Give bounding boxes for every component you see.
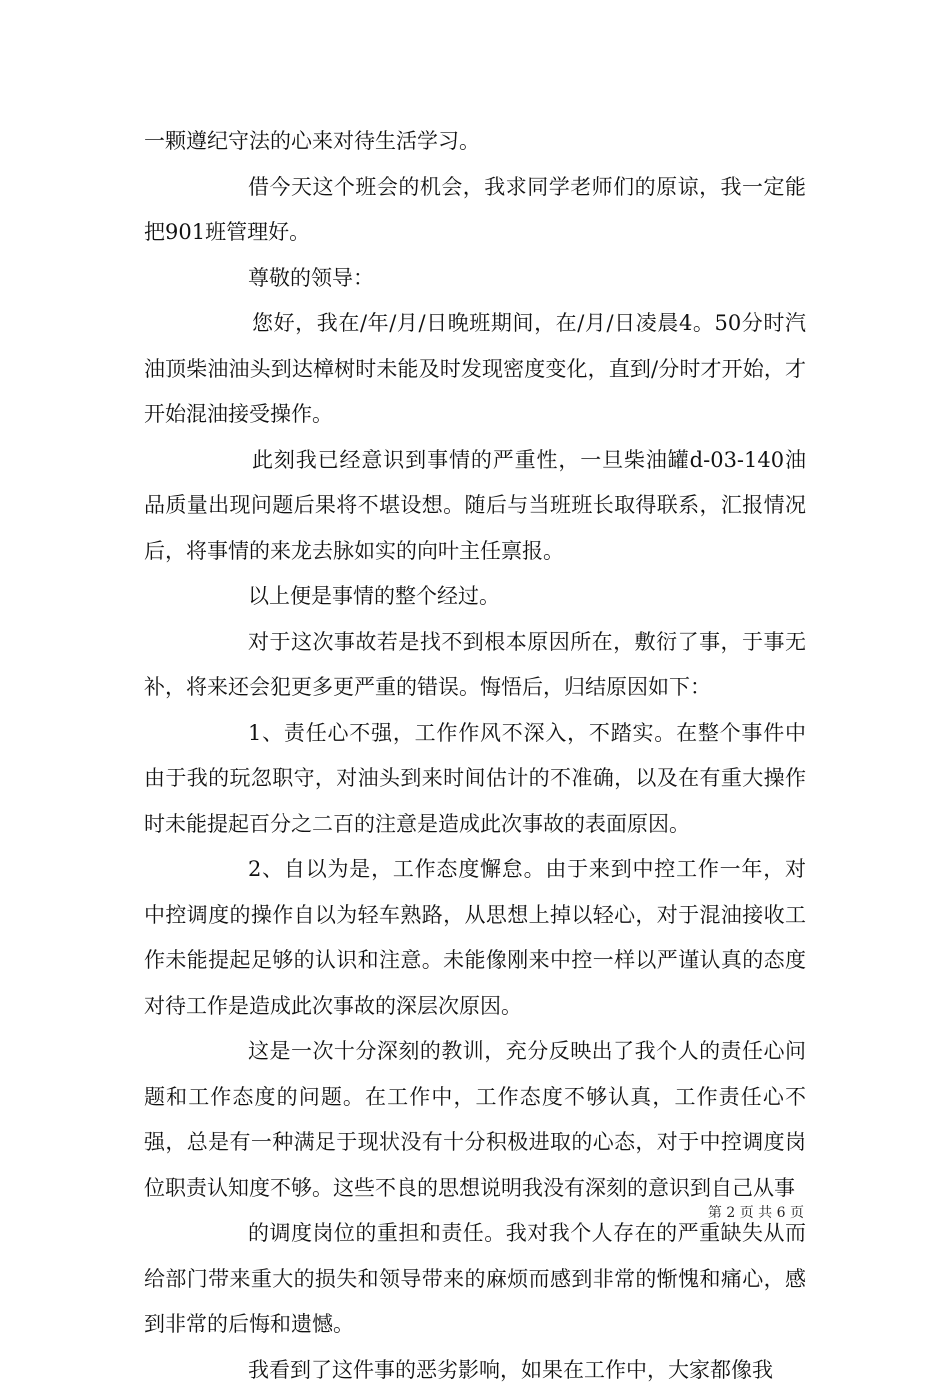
paragraph: 我看到了这件事的恶劣影响，如果在工作中，大家都像我 <box>144 1348 806 1393</box>
document-body <box>144 119 806 1393</box>
paragraph: 的调度岗位的重担和责任。我对我个人存在的严重缺失从而给部门带来重大的损失和领导带来的麻烦而感到非常的惭愧和痛心，感到非常的后悔和遗憾。 <box>144 1211 806 1348</box>
page-number-footer: 第 2 页 共 6 页 <box>708 1202 804 1222</box>
paragraph: 以上便是事情的整个经过。 <box>144 574 806 620</box>
salutation: 尊敬的领导： <box>144 256 806 302</box>
paragraph: 一颗遵纪守法的心来对待生活学习。 <box>144 119 806 165</box>
paragraph: 这是一次十分深刻的教训，充分反映出了我个人的责任心问题和工作态度的问题。在工作中，工作态度不够认真，工作责任心不强，总是有一种满足于现状没有十分积极进取的心态，对于中控调度岗位职责认知度不够。这些不良的思想说明我没有深刻的意识到自己从事 <box>144 1029 806 1211</box>
list-item: 2、自以为是，工作态度懈怠。由于来到中控工作一年，对中控调度的操作自以为轻车熟路，从思想上掉以轻心，对于混油接收工作未能提起足够的认识和注意。未能像刚来中控一样以严谨认真的态度对待工作是造成此次事故的深层次原因。 <box>144 847 806 1029</box>
paragraph: 借今天这个班会的机会，我求同学老师们的原谅，我一定能把901班管理好。 <box>144 165 806 256</box>
list-item: 1、责任心不强，工作作风不深入，不踏实。在整个事件中由于我的玩忽职守，对油头到来时间估计的不准确，以及在有重大操作时未能提起百分之二百的注意是造成此次事故的表面原因。 <box>144 711 806 848</box>
paragraph: 此刻我已经意识到事情的严重性，一旦柴油罐d-03-140油品质量出现问题后果将不堪设想。随后与当班班长取得联系，汇报情况后，将事情的来龙去脉如实的向叶主任禀报。 <box>144 438 806 575</box>
paragraph: 对于这次事故若是找不到根本原因所在，敷衍了事，于事无补，将来还会犯更多更严重的错误。悔悟后，归结原因如下： <box>144 620 806 711</box>
paragraph: 您好，我在/年/月/日晚班期间，在/月/日凌晨4。50分时汽油顶柴油油头到达樟树时未能及时发现密度变化，直到/分时才开始，才开始混油接受操作。 <box>144 301 806 438</box>
